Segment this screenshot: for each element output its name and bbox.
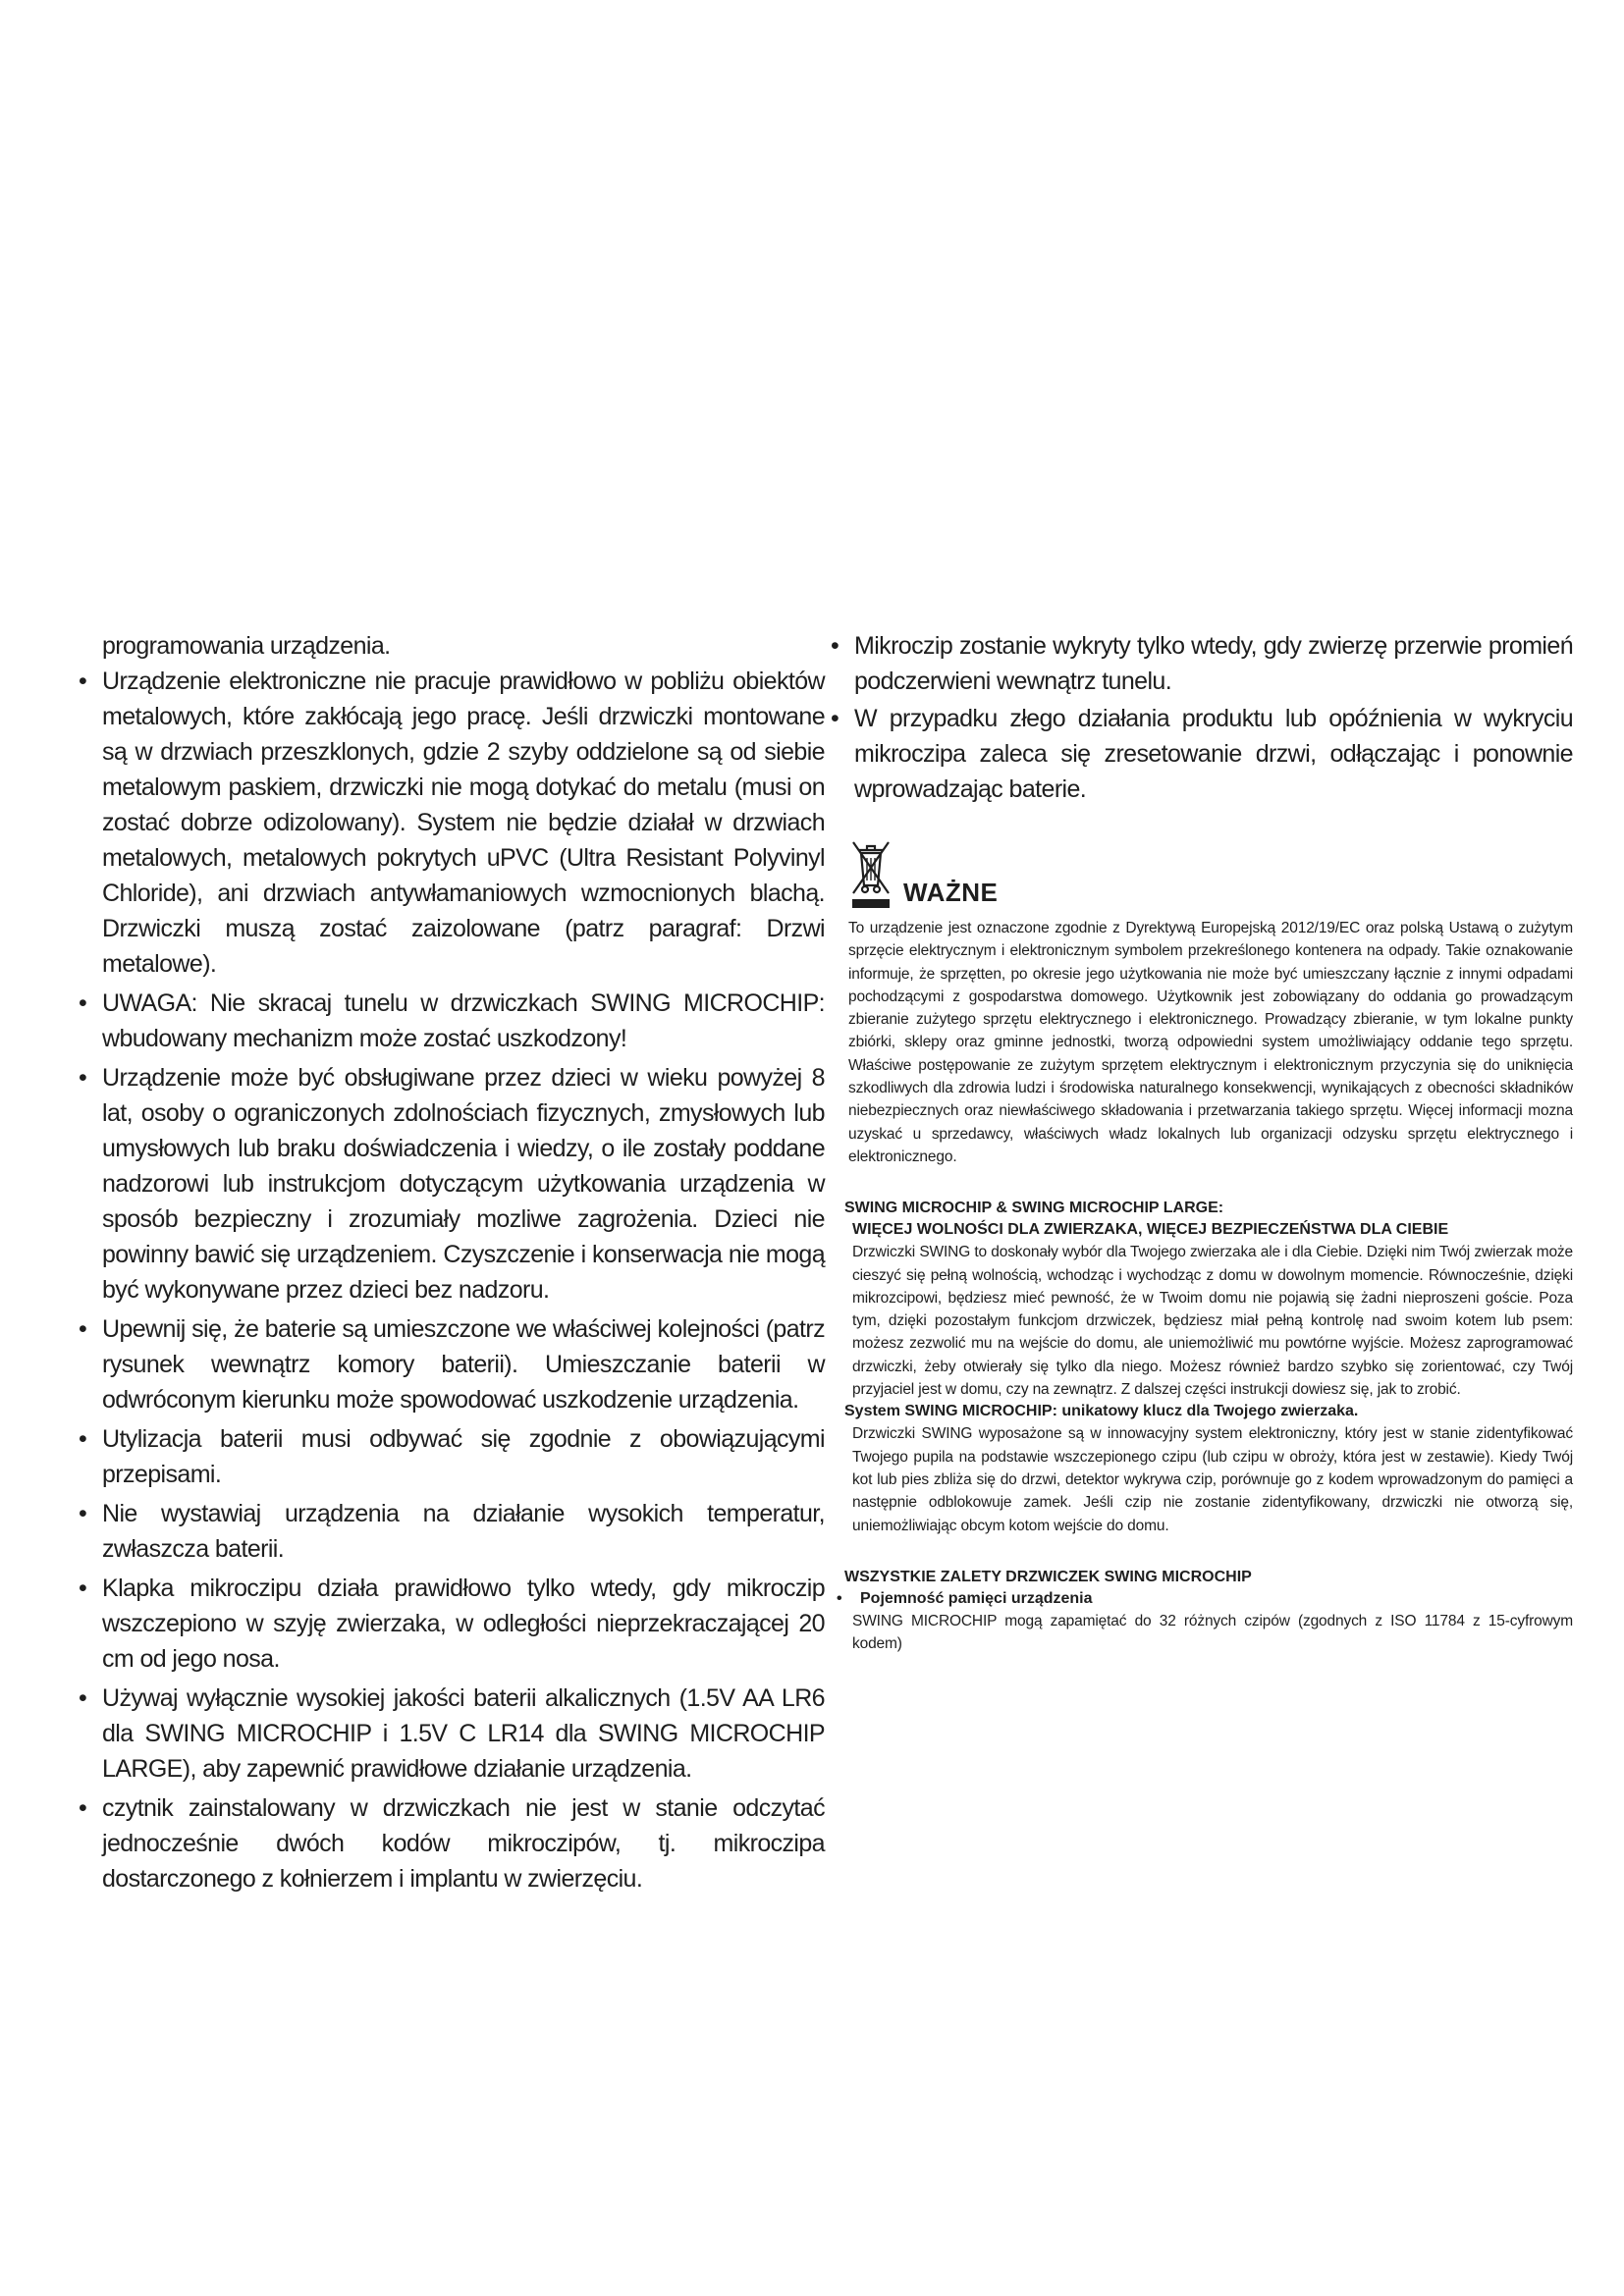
intro-text: programowania urządzenia. [102, 632, 391, 660]
important-header [831, 836, 1573, 917]
advantage-item-text: SWING MICROCHIP mogą zapamiętać do 32 różnych czipów (zgodnych z ISO 11784 z 15-cyfrowym kodem) [852, 1612, 1573, 1653]
list-item: • Klapka mikroczipu działa prawidłowo tylko wtedy, gdy mikroczip wszczepiono w szyję zwierzaka, w odległości nieprzekraczającej 20 cm od jego nosa. [79, 1571, 825, 1677]
swing-subheading: WIĘCEJ WOLNOŚCI DLA ZWIERZAKA, WIĘCEJ BEZPIECZEŃSTWA DLA CIEBIE [852, 1221, 1449, 1239]
list-item: • Utylizacja baterii musi odbywać się zgodnie z obowiązującymi przepisami. [79, 1421, 825, 1492]
advantages-heading: WSZYSTKIE ZALETY DRZWICZEK SWING MICROCHIP [844, 1568, 1252, 1585]
list-item: • czytnik zainstalowany w drzwiczkach nie jest w stanie odczytać jednocześnie dwóch kodów mikroczipów, tj. mikroczipa dostarczonego z kołnierzem i implantu w zwierzęciu. [79, 1790, 825, 1896]
crossed-out-wheelie-bin-icon [848, 836, 893, 909]
right-column [831, 628, 1573, 1655]
list-item: • Mikroczip zostanie wykryty tylko wtedy, gdy zwierzę przerwie promień podczerwieni wewnątrz tunelu. [831, 628, 1573, 699]
list-item: • W przypadku złego działania produktu lub opóźnienia w wykryciu mikroczipa zaleca się zresetowanie drzwi, odłączając i ponownie wprowadzając baterie. [831, 701, 1573, 807]
important-text: To urządzenie jest oznaczone zgodnie z Dyrektywą Europejską 2012/19/EC oraz polską Ustawą o zużytym sprzęcie elektrycznym i elektronicznym symbolem przekreślonego kontenera na odpady. Takie oznakowanie informuje, że sprzętten, po okresie jego użytkowania nie może być umieszczany łącznie z innymi odpadami pochodzącymi z gospodarstwa domowego. Użytkownik jest zobowiązany do oddania go prowadzącym zbieranie zużytego sprzętu elektrycznego i elektronicznego. Prowadzący zbieranie, w tym lokalne punkty zbiórki, sklepy oraz gminne jednostki, tworzą odpowiedni system umożliwiający oddanie tego sprzętu. Właściwe postępowanie ze zużytym sprzętem elektrycznym i elektronicznym przyczynia się do uniknięcia szkodliwych dla zdrowia ludzi i środowiska naturalnego konsekwencji, wynikających z obecności składników niebezpiecznych oraz niewłaściwego składowania i przetwarzania takiego sprzętu. Więcej informacji mozna uzyskać u sprzedawcy, właściwych władz lokalnych lub organizacji odzysku sprzętu elektrycznego i elektronicznego. [848, 920, 1573, 1165]
list-item: • Urządzenie może być obsługiwane przez dzieci w wieku powyżej 8 lat, osoby o ograniczonych zdolnościach fizycznych, zmysłowych lub umysłowych lub braku doświadczenia i wiedzy, o ile zostały poddane nadzorowi lub instrukcjom dotyczącym użytkowania urządzenia w sposób bezpieczny i zrozumiały mozliwe zagrożenia. Dzieci nie powinny bawić się urządzeniem. Czyszczenie i konserwacja nie mogą być wykonywane przez dzieci bez nadzoru. [79, 1060, 825, 1308]
list-item: • Używaj wyłącznie wysokiej jakości baterii alkalicznych (1.5V AA LR6 dla SWING MICROCHIP i 1.5V C LR14 dla SWING MICROCHIP LARGE), aby zapewnić prawidłowe działanie urządzenia. [79, 1681, 825, 1787]
list-item: • Urządzenie elektroniczne nie pracuje prawidłowo w pobliżu obiektów metalowych, które zakłócają jego pracę. Jeśli drzwiczki montowane są w drzwiach przeszklonych, gdzie 2 szyby oddzielone są od siebie metalowym paskiem, drzwiczki nie mogą dotykać do metalu (musi on zostać dobrze odizolowany). System nie będzie działał w drzwiach metalowych, metalowych pokrytych uPVC (Ultra Resistant Polyvinyl Chloride), ani drzwiach antywłamaniowych wzmocnionych blachą. Drzwiczki muszą zostać zaizolowane (patrz paragraf: Drzwi metalowe). [79, 664, 825, 982]
list-item: • Upewnij się, że baterie są umieszczone we właściwej kolejności (patrz rysunek wewnątrz komory baterii). Umieszczanie baterii w odwróconym kierunku może spowodować uszkodzenie urządzenia. [79, 1311, 825, 1417]
list-item: • UWAGA: Nie skracaj tunelu w drzwiczkach SWING MICROCHIP: wbudowany mechanizm może zostać uszkodzony! [79, 986, 825, 1056]
system-heading: System SWING MICROCHIP: unikatowy klucz dla Twojego zwierzaka. [844, 1403, 1359, 1420]
list-item: • Nie wystawiaj urządzenia na działanie wysokich temperatur, zwłaszcza baterii. [79, 1496, 825, 1567]
important-title: WAŻNE [903, 878, 999, 907]
swing-text: Drzwiczki SWING to doskonały wybór dla Twojego zwierzaka ale i dla Ciebie. Dzięki nim Twój zwierzak może cieszyć się pełną wolnością, wchodząc i wychodząc z domu w dowolnym momencie. Równocześnie, dzięki mikrozcipowi, będziesz mieć pewność, że w Twoim domu nie pojawią się żadni nieproszeni goście. Poza tym, dzięki pozostałym funkcjom drzwiczek, będziesz miał pełną kontrolę nad swoim kotem lub psem: możesz zezwolić mu na wejście do domu, ale uniemożliwić mu powtórne wyjście. Możesz zaprogramować drzwiczki, żeby otwierały się tylko dla niego. Możesz również bardzo szybko się zorientować, czy Twój przyjaciel jest w domu, czy na zewnątrz. Z dalszej części instrukcji dowiesz się, jak to zrobić. [852, 1244, 1573, 1399]
left-column [79, 628, 825, 1900]
advantage-item-title: • Pojemność pamięci urządzenia [831, 1588, 1573, 1610]
system-text: Drzwiczki SWING wyposażone są w innowacyjny system elektroniczny, który jest w stanie zidentyfikować Twojego pupila na podstawie wszczepionego czipu (lub czipu w obroży, która jest w zestawie). Kiedy Twój kot lub pies zbliża się do drzwi, detektor wykrywa czip, porównuje go z kodem wprowadzonym do pamięci a następnie odblokowuje zamek. Jeśli czip nie zostanie zidentyfikowany, drzwiczki nie otworzą się, uniemożliwiając obcym kotom wejście do domu. [852, 1425, 1573, 1534]
swing-heading: SWING MICROCHIP & SWING MICROCHIP LARGE: [844, 1200, 1224, 1217]
